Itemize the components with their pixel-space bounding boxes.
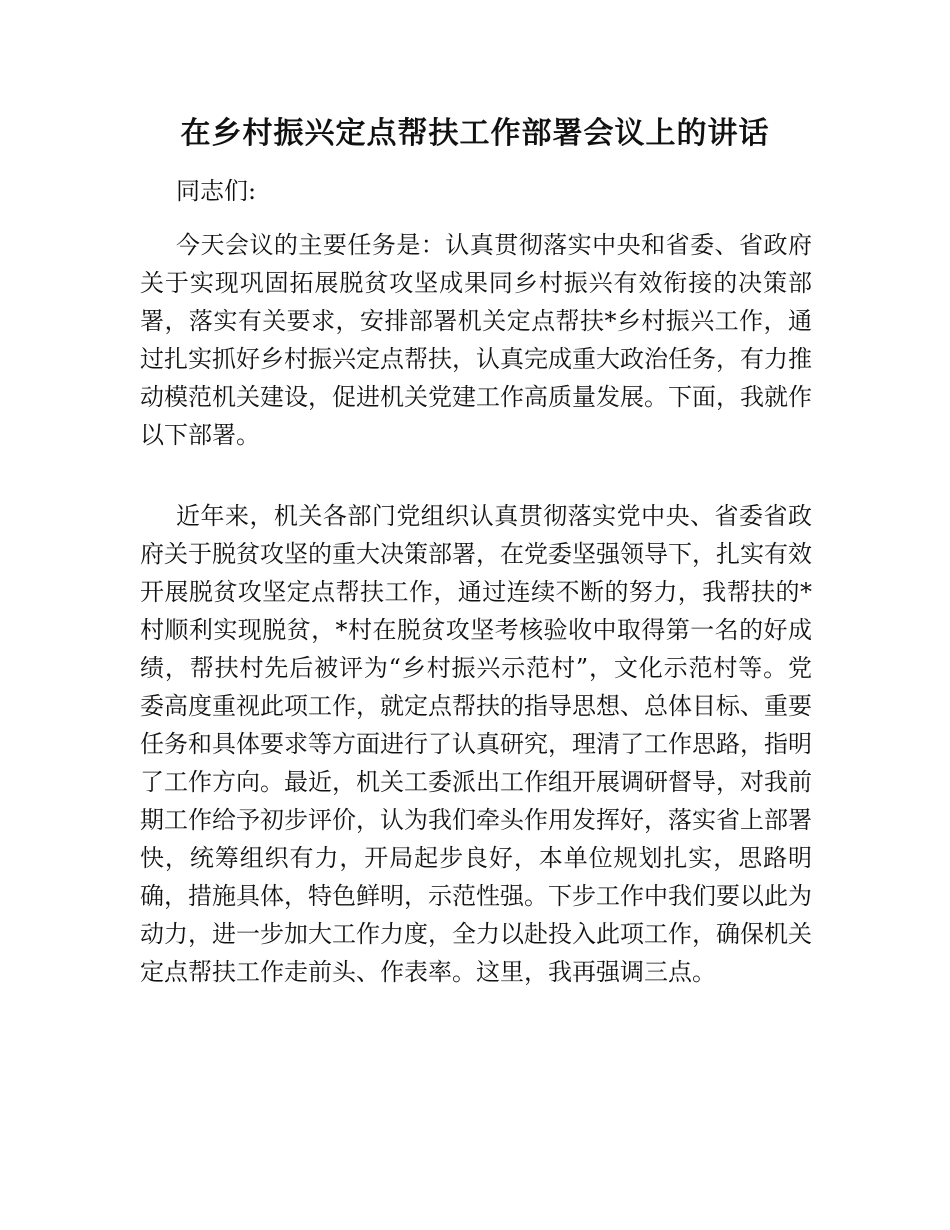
paragraph-1: 今天会议的主要任务是：认真贯彻落实中央和省委、省政府关于实现巩固拓展脱贫攻坚成果同乡村振兴有效衔接的决策部署，落实有关要求，安排部署机关定点帮扶*乡村振兴工作，通过扎实抓好乡村振兴定点帮扶，认真完成重大政治任务，有力推动模范机关建设，促进机关党建工作高质量发展。下面，我就作以下部署。	[140, 231, 812, 449]
paragraph-2: 近年来，机关各部门党组织认真贯彻落实党中央、省委省政府关于脱贫攻坚的重大决策部署，在党委坚强领导下，扎实有效开展脱贫攻坚定点帮扶工作，通过连续不断的努力，我帮扶的*村顺利实现脱贫，*村在脱贫攻坚考核验收中取得第一名的好成绩，帮扶村先后被评为“乡村振兴示范村”，文化示范村等。党委高度重视此项工作，就定点帮扶的指导思想、总体目标、重要任务和具体要求等方面进行了认真研究，理清了工作思路，指明了工作方向。最近，机关工委派出工作组开展调研督导，对我前期工作给予初步评价，认为我们牵头作用发挥好，落实省上部署快，统筹组织有力，开局起步良好，本单位规划扎实，思路明确，措施具体，特色鲜明，示范性强。下步工作中我们要以此为动力，进一步加大工作力度，全力以赴投入此项工作，确保机关定点帮扶工作走前头、作表率。这里，我再强调三点。	[140, 502, 812, 986]
document-title: 在乡村振兴定点帮扶工作部署会议上的讲话	[180, 116, 770, 151]
salutation: 同志们:	[176, 177, 257, 205]
